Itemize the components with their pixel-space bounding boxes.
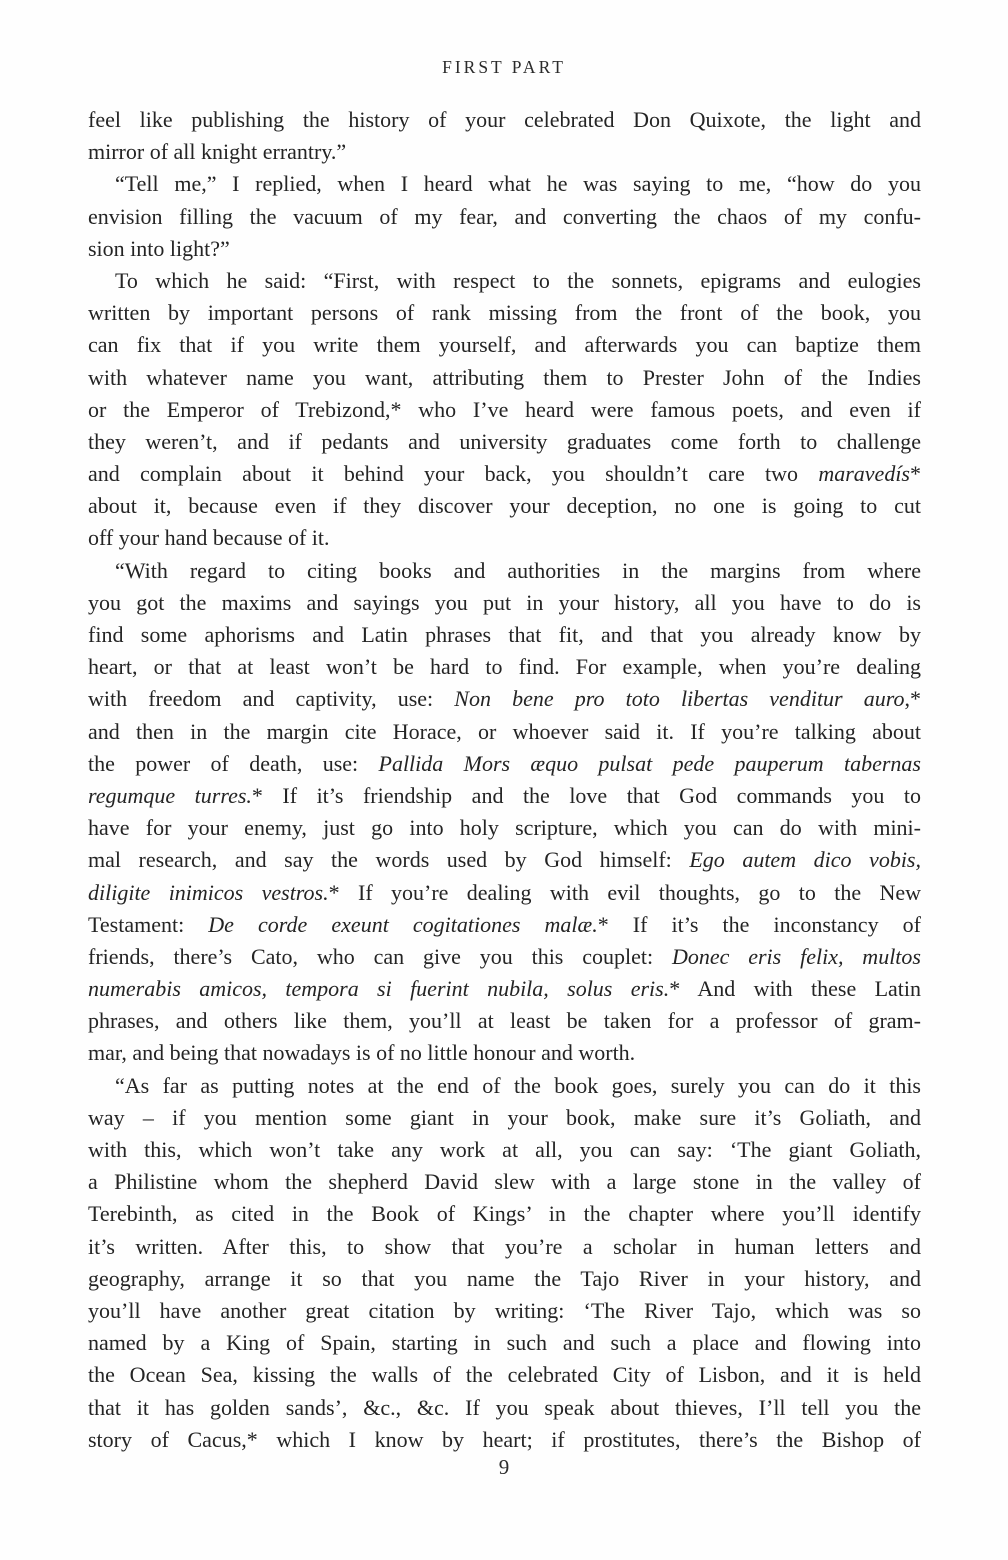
text-run: off your hand because of it. (88, 525, 330, 551)
text-run: mal research, and say the words used by God himself: (88, 847, 690, 873)
text-line (88, 458, 921, 490)
text-line (88, 651, 921, 683)
text-line (88, 1424, 921, 1456)
text-run: ,* (904, 686, 921, 712)
text-line (88, 877, 921, 909)
text-line (88, 1392, 921, 1424)
text-run: that it has golden sands’, &c., &c. If you speak about thieves, I’ll tell you the (88, 1394, 921, 1420)
text-line (88, 522, 921, 554)
italic-text-run: maravedís (818, 461, 910, 487)
italic-text-run: Donec eris felix, multos (671, 943, 921, 969)
text-line (88, 683, 921, 715)
running-header: FIRST PART (442, 57, 566, 77)
italic-text-run: Pallida Mors æquo pulsat pede pauperum tabernas (378, 750, 921, 776)
text-run: the power of death, use: (88, 750, 379, 776)
text-line (88, 1070, 921, 1102)
text-line (88, 233, 921, 265)
text-line (88, 490, 921, 522)
text-run: written by important persons of rank missing from the front of the book, you (88, 300, 921, 326)
text-line (88, 812, 921, 844)
text-line (88, 844, 921, 876)
text-run: envision filling the vacuum of my fear, and converting the chaos of my confu- (88, 203, 921, 229)
text-run: a Philistine whom the shepherd David slew with a large stone in the valley of (88, 1169, 921, 1195)
text-run: Terebinth, as cited in the Book of Kings’ in the chapter where you’ll identify (88, 1201, 921, 1227)
text-run: “With regard to citing books and authorities in the margins from where (115, 557, 921, 583)
text-run: * If it’s the inconstancy of (597, 911, 921, 937)
text-run: named by a King of Spain, starting in such and such a place and flowing into (88, 1330, 921, 1356)
text-run: can fix that if you write them yourself, and afterwards you can baptize them (88, 332, 921, 358)
text-line (88, 1005, 921, 1037)
text-line (88, 104, 921, 136)
text-line (88, 136, 921, 168)
text-run: you’ll have another great citation by writing: ‘The River Tajo, which was so (88, 1297, 921, 1323)
text-run: mar, and being that nowadays is of no little honour and worth. (88, 1040, 636, 1066)
text-line (88, 297, 921, 329)
italic-text-run: Non bene pro toto libertas venditur auro (454, 686, 905, 712)
italic-text-run: Ego autem dico vobis, (689, 847, 921, 873)
text-run: story of Cacus,* which I know by heart; if prostitutes, there’s the Bishop of (88, 1426, 921, 1452)
text-line (88, 1134, 921, 1166)
text-line (88, 426, 921, 458)
text-run: with this, which won’t take any work at all, you can say: ‘The giant Goliath, (88, 1137, 921, 1162)
text-line (88, 1102, 921, 1134)
text-run: and complain about it behind your back, you shouldn’t care two (88, 461, 819, 487)
text-run: the Ocean Sea, kissing the walls of the celebrated City of Lisbon, and it is held (88, 1362, 921, 1388)
text-line (88, 1166, 921, 1198)
text-run: mirror of all knight errantry.” (88, 139, 347, 165)
text-line (88, 1359, 921, 1391)
text-run: they weren’t, and if pedants and university graduates come forth to challenge (88, 428, 921, 454)
text-run: sion into light?” (88, 235, 230, 261)
text-line (88, 1295, 921, 1327)
text-line (88, 394, 921, 426)
text-line (88, 1263, 921, 1295)
text-line (88, 201, 921, 233)
text-line (88, 168, 921, 200)
text-line (88, 1327, 921, 1359)
text-line (88, 973, 921, 1005)
text-run: and then in the margin cite Horace, or whoever said it. If you’re talking about (88, 718, 921, 744)
text-run: way – if you mention some giant in your book, make sure it’s Goliath, and (88, 1104, 921, 1130)
text-run: “Tell me,” I replied, when I heard what he was saying to me, “how do you (115, 171, 921, 197)
text-run: feel like publishing the history of your celebrated Don Quixote, the light and (88, 107, 921, 132)
italic-text-run: De corde exeunt cogitationes malæ. (208, 911, 598, 937)
text-run: about it, because even if they discover your deception, no one is going to cut (88, 493, 921, 519)
paragraph (88, 265, 921, 555)
italic-text-run: numerabis amicos, tempora si fuerint nubila, solus eris. (88, 976, 670, 1002)
text-run: you got the maxims and sayings you put in your history, all you have to do is (88, 589, 921, 615)
text-run: To which he said: “First, with respect to the sonnets, epigrams and eulogies (115, 267, 921, 293)
text-run: heart, or that at least won’t be hard to find. For example, when you’re dealing (88, 654, 921, 680)
paragraph (88, 555, 921, 1070)
text-run: or the Emperor of Trebizond,* who I’ve heard were famous poets, and even if (88, 396, 921, 422)
text-line (88, 1231, 921, 1263)
text-line (88, 909, 921, 941)
italic-text-run: diligite inimicos vestros. (88, 879, 329, 905)
text-run: * If it’s friendship and the love that God commands you to (251, 782, 921, 808)
text-run: it’s written. After this, to show that you’re a scholar in human letters and (88, 1233, 921, 1259)
text-line (88, 555, 921, 587)
text-line (88, 1037, 921, 1069)
text-run: find some aphorisms and Latin phrases that fit, and that you already know by (88, 622, 921, 647)
text-line (88, 1198, 921, 1230)
text-line (88, 587, 921, 619)
text-line (88, 748, 921, 780)
italic-text-run: regumque turres. (88, 782, 252, 808)
text-run: friends, there’s Cato, who can give you this couplet: (88, 943, 672, 969)
text-run: phrases, and others like them, you’ll at least be taken for a professor of gram- (88, 1008, 921, 1034)
text-line (88, 619, 921, 651)
text-run: have for your enemy, just go into holy scripture, which you can do with mini- (88, 815, 921, 841)
text-run: Testament: (88, 911, 209, 937)
text-line (88, 362, 921, 394)
text-line (88, 265, 921, 297)
text-run: * And with these Latin (669, 976, 921, 1002)
text-run: with freedom and captivity, use: (88, 686, 455, 712)
body-text (88, 104, 921, 1456)
text-line (88, 716, 921, 748)
text-line (88, 329, 921, 361)
text-line (88, 780, 921, 812)
text-run: geography, arrange it so that you name the Tajo River in your history, and (88, 1265, 921, 1291)
text-run: * If you’re dealing with evil thoughts, go to the New (328, 879, 921, 905)
text-run: with whatever name you want, attributing them to Prester John of the Indies (88, 364, 921, 390)
text-line (88, 941, 921, 973)
text-run: * (910, 461, 921, 487)
paragraph (88, 1070, 921, 1456)
paragraph (88, 104, 921, 168)
text-run: “As far as putting notes at the end of the book goes, surely you can do it this (115, 1072, 921, 1098)
paragraph (88, 168, 921, 265)
page-number: 9 (498, 1455, 510, 1479)
